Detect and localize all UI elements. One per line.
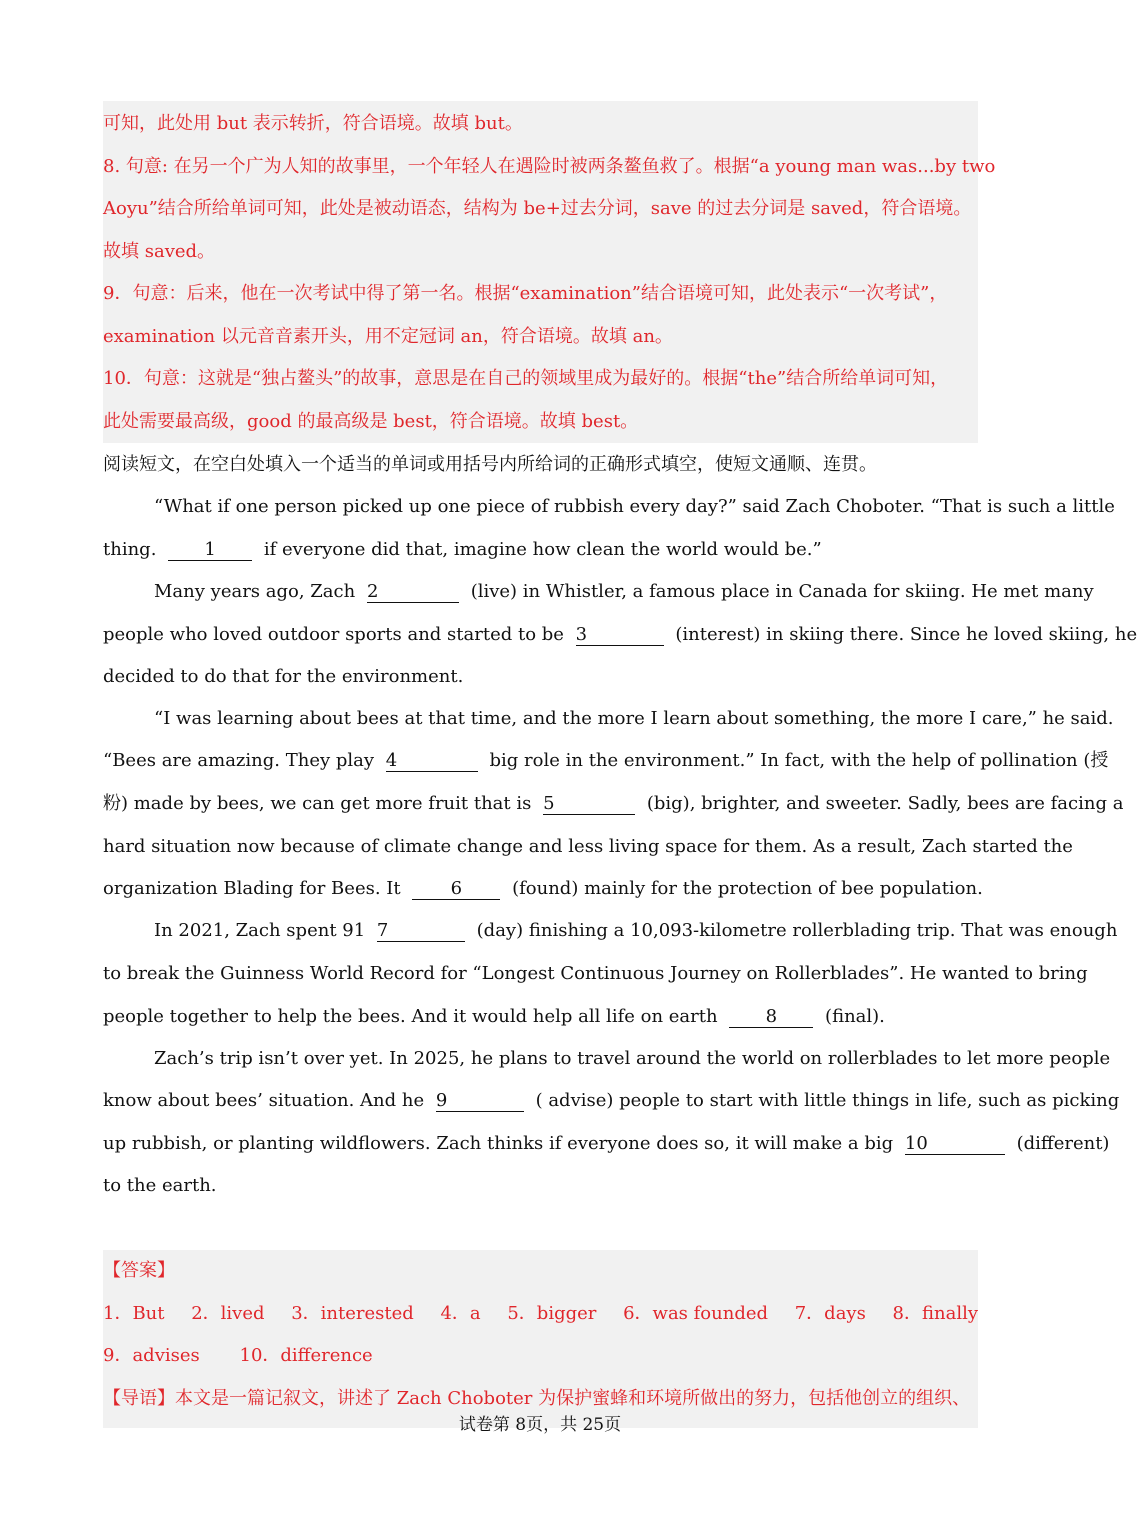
passage-line: “What if one person picked up one piece of rubbish every day?” said Zach Choboter. “That is such a little <box>154 496 1115 517</box>
blank-5[interactable]: 5 <box>543 794 635 815</box>
passage-text: big role in the environment.” In fact, with the help of pollination (授 <box>489 750 1109 771</box>
answer-row <box>103 1301 978 1327</box>
answer-item: 6．was founded <box>623 1303 769 1324</box>
blank-10[interactable]: 10 <box>905 1134 1005 1155</box>
passage-line <box>103 622 1137 648</box>
blank-8[interactable]: 8 <box>729 1007 813 1028</box>
passage-text: “Bees are amazing. They play <box>103 750 375 771</box>
passage-line <box>103 579 1094 605</box>
answer-item: 3．interested <box>291 1303 414 1324</box>
passage-text: (interest) in skiing there. Since he loved skiing, he <box>675 624 1137 645</box>
answer-item: 2．lived <box>191 1303 265 1324</box>
blank-2[interactable]: 2 <box>367 582 459 603</box>
answer-item: 5．bigger <box>507 1303 597 1324</box>
passage-text: organization Blading for Bees. It <box>103 878 401 899</box>
passage-text: (big), brighter, and sweeter. Sadly, bees are facing a <box>646 793 1124 814</box>
passage-text: Many years ago, Zach <box>154 581 356 602</box>
passage-line <box>103 918 1118 944</box>
passage-line: decided to do that for the environment. <box>103 666 464 687</box>
passage-line <box>103 791 1124 817</box>
explanation-q8-line: Aoyu”结合所给单词可知，此处是被动语态，结构为 be+过去分词，save 的过去分词是 saved，符合语境。 <box>103 198 972 219</box>
explanation-q9-line: 9．句意：后来，他在一次考试中得了第一名。根据“examination”结合语境可知，此处表示“一次考试”， <box>103 283 948 304</box>
passage-text: people together to help the bees. And it would help all life on earth <box>103 1006 718 1027</box>
passage-line <box>103 876 983 902</box>
answer-item: 10．difference <box>239 1345 373 1366</box>
blank-1[interactable]: 1 <box>168 540 252 561</box>
page-footer: 试卷第 8页，共 25页 <box>458 1415 622 1435</box>
passage-line <box>103 748 1109 774</box>
passage-line: Zach’s trip isn’t over yet. In 2025, he plans to travel around the world on rollerblades to let more people <box>154 1048 1111 1069</box>
passage-line: “I was learning about bees at that time, and the more I learn about something, the more I care,” he said. <box>154 708 1114 729</box>
blank-7[interactable]: 7 <box>377 921 465 942</box>
passage-text: (final). <box>825 1006 885 1027</box>
explanation-q8-line: 8. 句意: 在另一个广为人知的故事里，一个年轻人在遇险时被两条鳌鱼救了。根据“a young man was...by two <box>103 156 996 177</box>
answer-item: 9．advises <box>103 1345 200 1366</box>
explanation-q9-line: examination 以元音音素开头，用不定冠词 an，符合语境。故填 an。 <box>103 326 673 347</box>
answer-item: 8．finally <box>892 1303 978 1324</box>
answer-item: 4．a <box>440 1303 481 1324</box>
blank-3[interactable]: 3 <box>576 625 664 646</box>
answer-item: 1．But <box>103 1303 165 1324</box>
passage-line: hard situation now because of climate change and less living space for them. As a result, Zach started the <box>103 836 1073 857</box>
passage-line <box>103 1088 1120 1114</box>
explanation-q8-line: 故填 saved。 <box>103 241 216 262</box>
passage-text: (found) mainly for the protection of bee population. <box>512 878 983 899</box>
passage-text: up rubbish, or planting wildflowers. Zach thinks if everyone does so, it will make a big <box>103 1133 894 1154</box>
passage-line <box>103 1004 978 1030</box>
passage-line <box>103 537 978 563</box>
passage-line: to the earth. <box>103 1175 217 1196</box>
instruction-text: 阅读短文，在空白处填入一个适当的单词或用括号内所给词的正确形式填空，使短文通顺、连贯。 <box>103 454 877 475</box>
passage-text: if everyone did that, imagine how clean the world would be.” <box>263 539 822 560</box>
passage-text: (day) finishing a 10,093-kilometre rollerblading trip. That was enough <box>476 920 1118 941</box>
blank-9[interactable]: 9 <box>436 1091 524 1112</box>
passage-text: thing. <box>103 539 157 560</box>
passage-text: ( advise) people to start with little things in life, such as picking <box>535 1090 1120 1111</box>
passage-line: to break the Guinness World Record for “Longest Continuous Journey on Rollerblades”. He wanted to bring <box>103 963 1088 984</box>
explanation-q10-line: 10．句意：这就是“独占鳌头”的故事，意思是在自己的领域里成为最好的。根据“the”结合所给单词可知， <box>103 368 949 389</box>
passage-text: (live) in Whistler, a famous place in Canada for skiing. He met many <box>470 581 1094 602</box>
passage-text: In 2021, Zach spent 91 <box>154 920 366 941</box>
passage-text: people who loved outdoor sports and started to be <box>103 624 564 645</box>
explanation-line: 可知，此处用 but 表示转折，符合语境。故填 but。 <box>103 113 523 134</box>
blank-6[interactable]: 6 <box>412 879 500 900</box>
passage-line <box>103 1131 1110 1157</box>
blank-4[interactable]: 4 <box>386 751 478 772</box>
answer-row <box>103 1343 407 1369</box>
passage-text: 粉) made by bees, we can get more fruit that is <box>103 793 532 814</box>
answer-intro: 【导语】本文是一篇记叙文，讲述了 Zach Choboter 为保护蜜蜂和环境所做出的努力，包括他创立的组织、 <box>103 1388 971 1409</box>
answer-heading: 【答案】 <box>103 1260 175 1281</box>
passage-text: (different) <box>1016 1133 1110 1154</box>
explanation-q10-line: 此处需要最高级，good 的最高级是 best，符合语境。故填 best。 <box>103 411 639 432</box>
answer-item: 7．days <box>794 1303 866 1324</box>
passage-text: know about bees’ situation. And he <box>103 1090 425 1111</box>
